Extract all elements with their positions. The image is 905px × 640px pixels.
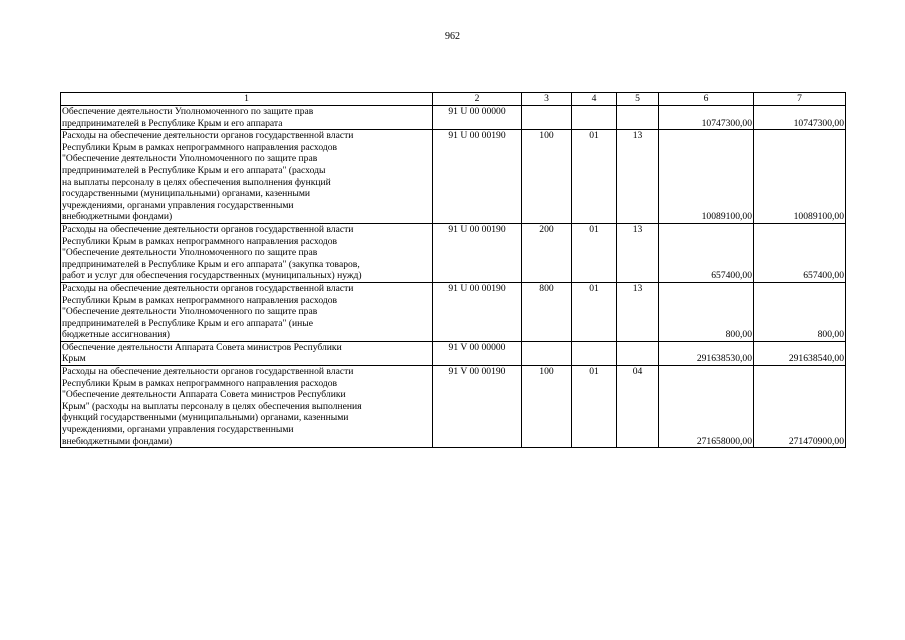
- amount-year-1: 271658000,00: [659, 366, 754, 448]
- subsection-code: 04: [617, 366, 659, 448]
- header-cell-5: 5: [617, 93, 659, 106]
- target-article-code: 91 U 00 00190: [433, 282, 522, 341]
- amount-year-2: 10747300,00: [754, 106, 846, 130]
- expense-description: [61, 130, 433, 224]
- table-row: [61, 106, 846, 130]
- description-line: Расходы на обеспечение деятельности органов государственной власти: [62, 282, 354, 294]
- expense-type-code: 200: [522, 223, 572, 282]
- description-line: на выплаты персоналу в целях обеспечения выполнения функций: [62, 176, 331, 188]
- amount-year-2: 271470900,00: [754, 366, 846, 448]
- amount-year-1: 800,00: [659, 282, 754, 341]
- expense-description: [61, 223, 433, 282]
- description-line: Крым: [62, 353, 86, 365]
- section-code: 01: [572, 282, 617, 341]
- description-line: бюджетные ассигнования): [62, 329, 170, 341]
- target-article-code: 91 V 00 00000: [433, 341, 522, 365]
- description-line: "Обеспечение деятельности Уполномоченного по защите прав: [62, 306, 318, 318]
- description-line: Обеспечение деятельности Аппарата Совета министров Республики: [62, 341, 342, 353]
- budget-table: [60, 92, 846, 448]
- amount-year-2: 10089100,00: [754, 130, 846, 224]
- header-cell-4: 4: [572, 93, 617, 106]
- header-cell-7: 7: [754, 93, 846, 106]
- section-code: 01: [572, 223, 617, 282]
- target-article-code: 91 V 00 00190: [433, 366, 522, 448]
- section-code: 01: [572, 366, 617, 448]
- description-line: предпринимателей в Республике Крым и его аппарата" (закупка товаров,: [62, 258, 360, 270]
- subsection-code: 13: [617, 282, 659, 341]
- description-line: Расходы на обеспечение деятельности органов государственной власти: [62, 130, 354, 142]
- section-code: [572, 341, 617, 365]
- description-line: предпринимателей в Республике Крым и его аппарата: [62, 117, 283, 129]
- description-line: учреждениями, органами управления государственными: [62, 424, 294, 436]
- table-row: [61, 282, 846, 341]
- header-cell-1: 1: [61, 93, 433, 106]
- subsection-code: 13: [617, 223, 659, 282]
- description-line: Республики Крым в рамках непрограммного направления расходов: [62, 377, 338, 389]
- description-line: внебюджетными фондами): [62, 435, 173, 447]
- table-row: [61, 341, 846, 365]
- expense-description: [61, 366, 433, 448]
- expense-description: [61, 341, 433, 365]
- description-line: "Обеспечение деятельности Аппарата Совета министров Республики: [62, 389, 346, 401]
- subsection-code: [617, 341, 659, 365]
- description-line: Республики Крым в рамках непрограммного направления расходов: [62, 141, 338, 153]
- description-line: работ и услуг для обеспечения государственных (муниципальных) нужд): [62, 270, 362, 282]
- description-line: Крым" (расходы на выплаты персоналу в целях обеспечения выполнения: [62, 400, 362, 412]
- table-row: [61, 366, 846, 448]
- target-article-code: 91 U 00 00190: [433, 130, 522, 224]
- table-row: [61, 223, 846, 282]
- expense-type-code: [522, 341, 572, 365]
- table-header-row: [61, 93, 846, 106]
- expense-type-code: 800: [522, 282, 572, 341]
- amount-year-1: 10747300,00: [659, 106, 754, 130]
- amount-year-2: 800,00: [754, 282, 846, 341]
- header-cell-3: 3: [522, 93, 572, 106]
- expense-type-code: 100: [522, 130, 572, 224]
- description-line: Республики Крым в рамках непрограммного направления расходов: [62, 235, 338, 247]
- table-row: [61, 130, 846, 224]
- amount-year-1: 10089100,00: [659, 130, 754, 224]
- subsection-code: 13: [617, 130, 659, 224]
- expense-description: [61, 106, 433, 130]
- subsection-code: [617, 106, 659, 130]
- amount-year-1: 657400,00: [659, 223, 754, 282]
- description-line: "Обеспечение деятельности Уполномоченного по защите прав: [62, 247, 318, 259]
- description-line: Расходы на обеспечение деятельности органов государственной власти: [62, 366, 354, 378]
- header-cell-2: 2: [433, 93, 522, 106]
- description-line: внебюджетными фондами): [62, 211, 173, 223]
- expense-description: [61, 282, 433, 341]
- section-code: 01: [572, 130, 617, 224]
- section-code: [572, 106, 617, 130]
- description-line: Республики Крым в рамках непрограммного направления расходов: [62, 294, 338, 306]
- target-article-code: 91 U 00 00000: [433, 106, 522, 130]
- expense-type-code: 100: [522, 366, 572, 448]
- expense-type-code: [522, 106, 572, 130]
- page-number: 962: [445, 31, 460, 42]
- target-article-code: 91 U 00 00190: [433, 223, 522, 282]
- description-line: Обеспечение деятельности Уполномоченного по защите прав: [62, 106, 314, 117]
- description-line: предпринимателей в Республике Крым и его аппарата" (расходы: [62, 164, 326, 176]
- amount-year-1: 291638530,00: [659, 341, 754, 365]
- amount-year-2: 291638540,00: [754, 341, 846, 365]
- description-line: учреждениями, органами управления государственными: [62, 199, 294, 211]
- amount-year-2: 657400,00: [754, 223, 846, 282]
- description-line: Расходы на обеспечение деятельности органов государственной власти: [62, 223, 354, 235]
- description-line: предпринимателей в Республике Крым и его аппарата" (иные: [62, 317, 313, 329]
- description-line: "Обеспечение деятельности Уполномоченного по защите прав: [62, 153, 318, 165]
- header-cell-6: 6: [659, 93, 754, 106]
- description-line: функций государственными (муниципальными) органами, казенными: [62, 412, 349, 424]
- description-line: государственными (муниципальными) органами, казенными: [62, 188, 311, 200]
